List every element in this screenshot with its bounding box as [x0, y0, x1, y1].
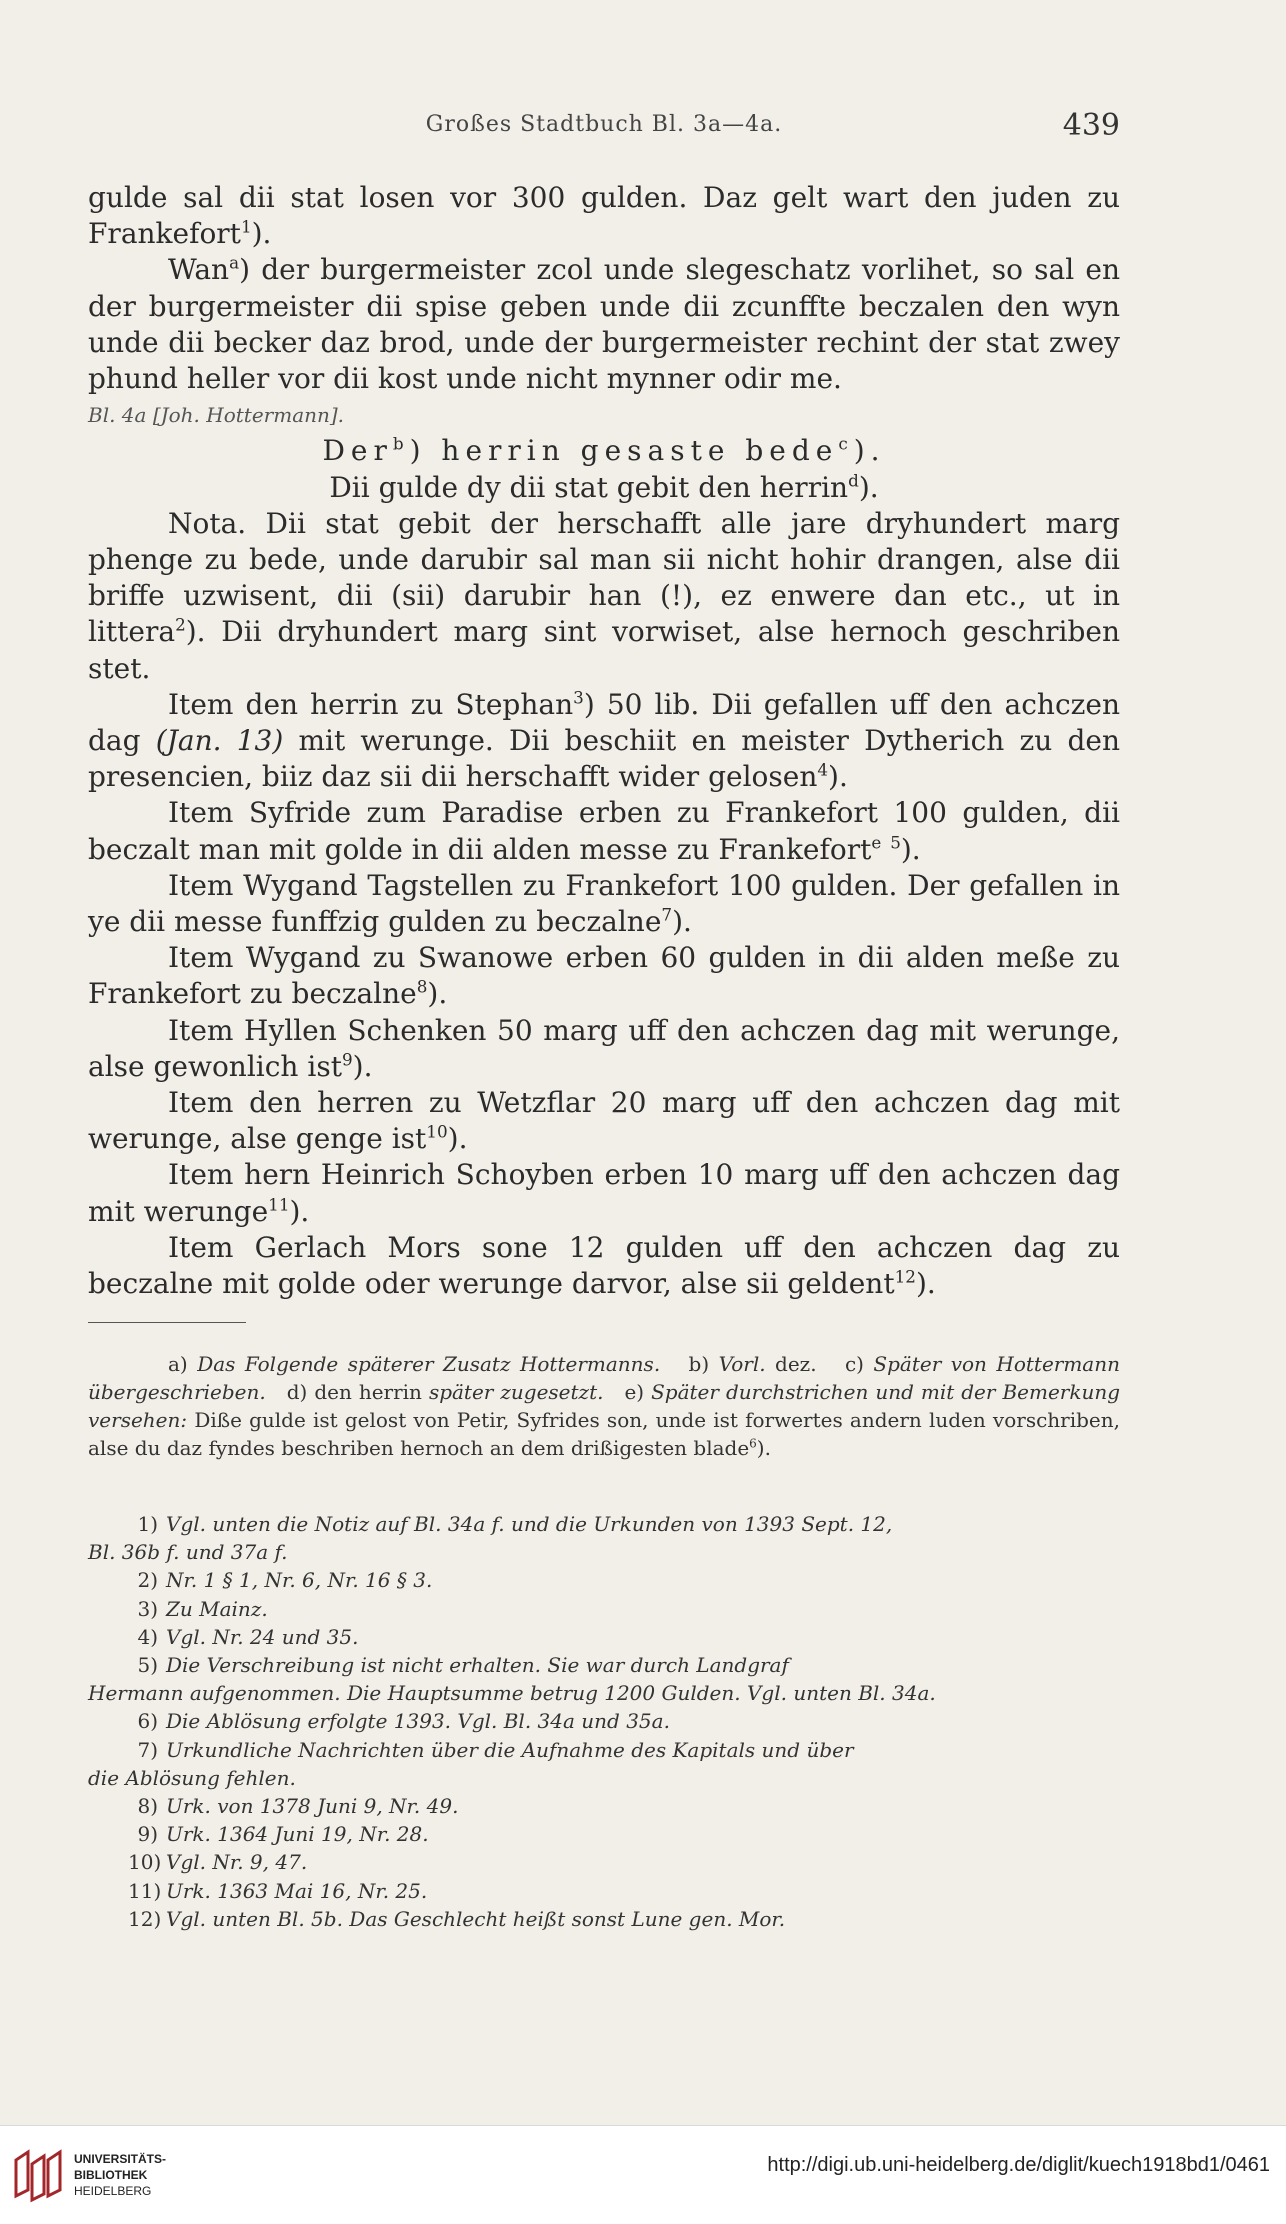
page-number: 439: [1062, 108, 1120, 143]
permalink-url[interactable]: http://digi.ub.uni-heidelberg.de/diglit/kuech1918bd1/0461: [767, 2154, 1270, 2176]
footnote-number: 6): [137, 1709, 158, 1734]
footnote-item: [88, 1764, 1120, 1792]
footnote-number: 3): [137, 1596, 158, 1621]
footnote-number: 4): [137, 1624, 158, 1649]
list-item: Item Wygand zu Swanowe erben 60 gulden in dii alden meße zu Frankefort zu beczalne$^8$).: [88, 941, 1120, 1011]
library-logo[interactable]: [10, 2146, 64, 2204]
library-name: UNIVERSITÄTS- BIBLIOTHEK HEIDELBERG: [74, 2152, 167, 2198]
footnote-item: [88, 1679, 1120, 1707]
footnote-text: Urk. von 1378 Juni 9, Nr. 49.: [166, 1794, 459, 1819]
main-text: [88, 180, 1120, 1302]
footnote-number: 12): [128, 1906, 162, 1931]
numbered-footnotes: [88, 1510, 1120, 1933]
footnote-text: Bl. 36b f. und 37a f.: [88, 1540, 288, 1565]
letter-footnotes: [88, 1350, 1120, 1462]
paragraph: Nota. Dii stat gebit der herschafft alle jare dryhundert marg phenge zu bede, unde darubir sal man sii nicht hohir drangen, alse dii briffe uzwisent, dii (sii) darubir han (!), ez enwere dan etc., ut in littera$^2$). Dii dryhundert marg sint vorwiset, alse hernoch geschriben stet.: [88, 506, 1120, 685]
footnote-text: Urkundliche Nachrichten über die Aufnahme des Kapitals und über: [166, 1737, 854, 1762]
footnote-number: 10): [128, 1850, 162, 1875]
footnote-text: Die Ablösung erfolgte 1393. Vgl. Bl. 34a und 35a.: [166, 1709, 670, 1734]
footnote-item: [88, 1877, 1120, 1905]
footnote-item: [88, 1848, 1120, 1876]
footnote-item: [88, 1905, 1120, 1933]
footnote-text: Zu Mainz.: [166, 1596, 268, 1621]
library-logo-icon: [10, 2146, 64, 2204]
footnote-number: 5): [137, 1653, 158, 1678]
footnote-item: [88, 1707, 1120, 1735]
footnote-text: die Ablösung fehlen.: [88, 1765, 296, 1790]
footnote-text: Vgl. unten Bl. 5b. Das Geschlecht heißt sonst Lune gen. Mor.: [166, 1906, 786, 1931]
list-item: Item den herrin zu Stephan$^3$) 50 lib. Dii gefallen uff den achczen dag (Jan. 13) mit werunge. Dii beschiit en meister Dytherich zu den presencien, biiz daz sii dii herschafft wider gelosen$^4$).: [88, 687, 1121, 794]
running-title: Großes Stadtbuch Bl. 3a—4a.: [425, 112, 783, 137]
footnote-text: Hermann aufgenommen. Die Hauptsumme betrug 1200 Gulden. Vgl. unten Bl. 34a.: [88, 1681, 936, 1706]
footnote-divider: [88, 1322, 246, 1323]
footnote-item: [88, 1566, 1120, 1594]
footnote-number: 2): [137, 1568, 158, 1593]
paragraph: Wan$^a$) der burgermeister zcol unde slegeschatz vorlihet, so sal en der burgermeister dii spise geben unde dii zcunffte beczalen den wyn unde dii becker daz brod, unde der burgermeister rechint der stat zwey phund heller vor dii kost unde nicht mynner odir me.: [88, 253, 1120, 396]
footnote-text: Die Verschreibung ist nicht erhalten. Sie war durch Landgraf: [166, 1653, 789, 1678]
footnote-text: Nr. 1 § 1, Nr. 6, Nr. 16 § 3.: [166, 1568, 433, 1593]
list-item: Item den herren zu Wetzflar 20 marg uff den achczen dag mit werunge, alse genge ist$^{10}$).: [88, 1086, 1120, 1156]
footnote-text: Urk. 1363 Mai 16, Nr. 25.: [166, 1878, 428, 1903]
footnote-block: a) Das Folgende späterer Zusatz Hottermanns. b) Vorl. dez. c) Später von Hottermann übergeschrieben. d) den herrin später zugesetzt. e) Später durchstrichen und mit der Bemerkung versehen: Diße gulde ist gelost von Petir, Syfrides son, unde ist forwertes andern luden vorschriben, alse du daz fyndes beschriben hernoch an dem drißigesten blade$^6$).: [88, 1352, 1121, 1460]
list-item: Item Hyllen Schenken 50 marg uff den achczen dag mit werunge, alse gewonlich ist$^9$).: [88, 1013, 1120, 1083]
footnote-item: [88, 1595, 1120, 1623]
footnote-number: 11): [128, 1878, 162, 1903]
footnote-number: 7): [137, 1737, 158, 1762]
footnote-text: Vgl. unten die Notiz auf Bl. 34a f. und die Urkunden von 1393 Sept. 12,: [166, 1512, 893, 1536]
footnote-number: 9): [137, 1822, 158, 1847]
footnote-number: 8): [137, 1794, 158, 1819]
list-item: Item Gerlach Mors sone 12 gulden uff den achczen dag zu beczalne mit golde oder werunge darvor, alse sii geldent$^{12}$).: [88, 1230, 1120, 1301]
footnote-item: [88, 1623, 1120, 1651]
section-subheading: Dii gulde dy dii stat gebit den herrin$^d$).: [329, 470, 879, 504]
footnote-item: [88, 1510, 1120, 1538]
footnote-number: 1): [137, 1512, 158, 1536]
list-item: Item Wygand Tagstellen zu Frankefort 100 gulden. Der gefallen in ye dii messe funffzig gulden zu beczalne$^7$).: [88, 868, 1120, 939]
footnote-item: [88, 1651, 1120, 1679]
footnote-item: [88, 1792, 1120, 1820]
library-footer: [0, 2125, 1286, 2224]
footnote-text: Vgl. Nr. 9, 47.: [166, 1850, 308, 1875]
section-heading: Der$^b$) herrin gesaste bede$^c$).: [322, 434, 886, 468]
footnote-item: [88, 1538, 1120, 1566]
footnote-text: Vgl. Nr. 24 und 35.: [166, 1624, 359, 1649]
page-header: [88, 108, 1120, 152]
margin-note: Bl. 4a [Joh. Hottermann].: [88, 403, 345, 428]
footnote-text: Urk. 1364 Juni 19, Nr. 28.: [166, 1822, 429, 1847]
footnote-item: [88, 1736, 1120, 1764]
list-item: Item Syfride zum Paradise erben zu Frankefort 100 gulden, dii beczalt man mit golde in dii alden messe zu Frankefort$^e$ $^5$).: [88, 796, 1120, 866]
footnote-item: [88, 1820, 1120, 1848]
list-item: Item hern Heinrich Schoyben erben 10 marg uff den achczen dag mit werunge$^{11}$).: [88, 1158, 1120, 1228]
paragraph: gulde sal dii stat losen vor 300 gulden. Daz gelt wart den juden zu Frankefort$^1$).: [88, 181, 1120, 251]
